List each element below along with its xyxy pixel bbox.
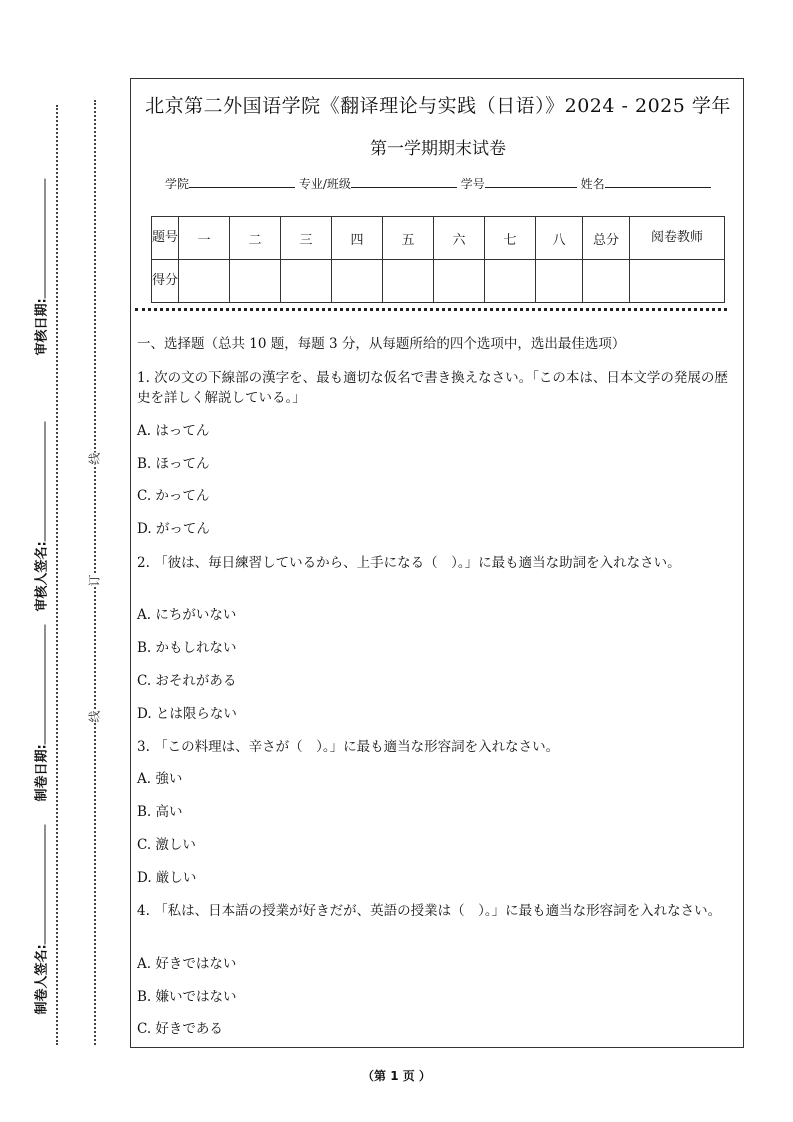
score-col-header: 总分 [583,217,630,260]
binding-margin [0,0,130,1122]
score-cell[interactable] [583,260,630,303]
score-col-header: 四 [332,217,383,260]
student-no-blank[interactable] [485,175,577,188]
student-no-label: 学号 [460,177,485,191]
question-option[interactable]: D. とは限らない [137,706,237,722]
score-row2-label: 得分 [152,260,179,303]
college-label: 学院 [165,177,190,191]
exam-subtitle: 第一学期期末试卷 [370,139,506,159]
preparer-sign-label: 制卷人签名: [34,944,50,1015]
score-col-header: 三 [281,217,332,260]
score-col-header: 一 [179,217,230,260]
score-col-header-grader: 阅卷教师 [630,217,725,260]
audit-date-label: 审核日期: [34,298,50,356]
college-blank[interactable] [189,175,295,188]
binding-line-outer [56,105,58,1045]
major-class-blank[interactable] [351,175,457,188]
question-option[interactable]: B. ほってん [137,456,210,472]
score-col-header: 五 [383,217,434,260]
question-option[interactable]: A. 好きではない [137,956,237,972]
score-cell[interactable] [179,260,230,303]
question-option[interactable]: A. 強い [137,771,183,787]
preparer-sign-blank[interactable] [33,824,46,944]
auditor-sign-label: 审核人签名: [34,541,50,612]
student-info-row [165,175,711,192]
binding-mark-line-top: 线 [87,452,102,465]
score-col-header: 六 [434,217,485,260]
prep-date-blank[interactable] [33,624,46,744]
question-stem: 4. 「私は、日本語の授業が好きだが、英語の授業は（ ）。」に最も適当な形容詞を入れなさい。 [137,903,722,919]
score-table [151,216,725,303]
question-option[interactable]: C. 好きである [137,1021,223,1037]
score-cell[interactable] [434,260,485,303]
auditor-sign-field[interactable] [31,432,50,612]
question-option[interactable]: C. 激しい [137,837,196,853]
question-option[interactable]: B. 高い [137,804,183,820]
header-separator [135,308,727,311]
name-label: 姓名 [580,177,605,191]
question-option[interactable]: D. がってん [137,521,210,537]
score-cell[interactable] [230,260,281,303]
score-col-header: 七 [485,217,536,260]
question-option[interactable]: C. かってん [137,488,210,504]
score-cell[interactable] [630,260,725,303]
exam-title: 北京第二外国语学院《翻译理论与实践（日语）》2024 - 2025 学年 [145,95,731,117]
prep-date-label: 制卷日期: [34,744,50,802]
question-option[interactable]: A. にちがいない [137,607,237,623]
preparer-sign-field[interactable] [31,835,50,1015]
question-stem: 1. 次の文の下線部の漢字を、最も適切な仮名で書き換えなさい。「この本は、日本文学の発展の歴史を詳しく解説している。」 [137,370,728,406]
score-cell[interactable] [281,260,332,303]
score-col-header: 二 [230,217,281,260]
score-table-score-row [152,260,725,303]
binding-line-inner [94,100,96,1045]
score-cell[interactable] [536,260,583,303]
question-stem: 3. 「この料理は、辛さが（ ）。」に最も適当な形容詞を入れなさい。 [137,739,560,755]
prep-date-field[interactable] [31,622,50,802]
binding-mark-line-bottom: 线 [87,710,102,723]
binding-mark-ding: 订 [87,574,102,587]
section1-heading: 一、选择题（总共 10 题，每题 3 分，从每题所给的四个选项中，选出最佳选项） [137,336,626,352]
score-col-header: 八 [536,217,583,260]
name-blank[interactable] [605,175,711,188]
score-cell[interactable] [485,260,536,303]
major-class-label: 专业/班级 [298,177,351,191]
score-cell[interactable] [332,260,383,303]
score-table-header-row [152,217,725,260]
question-option[interactable]: C. おそれがある [137,673,237,689]
question-stem: 2. 「彼は、毎日練習しているから、上手になる（ ）。」に最も適当な助詞を入れなさい。 [137,555,681,571]
auditor-sign-blank[interactable] [33,421,46,541]
exam-frame [130,78,744,1048]
score-cell[interactable] [383,260,434,303]
page-number: （第 1 页 ） [362,1069,431,1083]
question-option[interactable]: B. かもしれない [137,640,237,656]
question-option[interactable]: A. はってん [137,423,210,439]
audit-date-blank[interactable] [33,178,46,298]
question-option[interactable]: D. 厳しい [137,870,197,886]
question-option[interactable]: B. 嫌いではない [137,989,237,1005]
score-row1-label: 题号 [152,217,179,260]
audit-date-field[interactable] [31,176,50,356]
